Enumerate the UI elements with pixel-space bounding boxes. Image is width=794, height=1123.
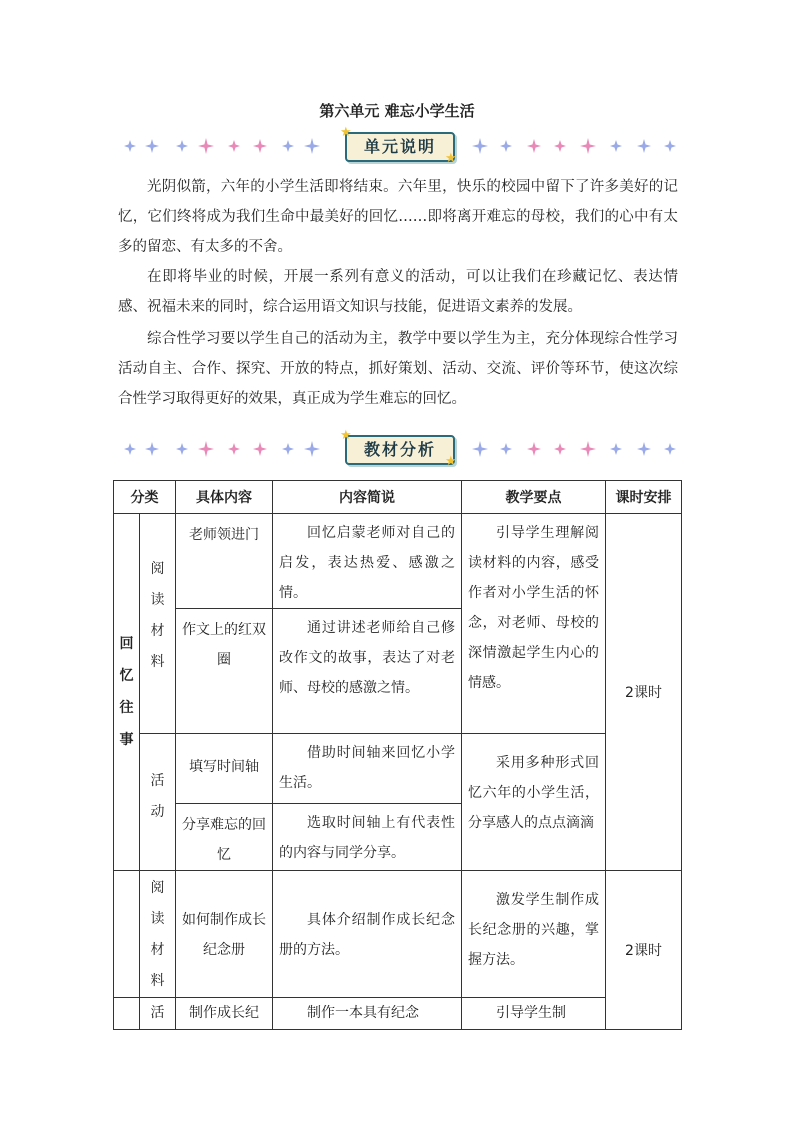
- header-schedule: 课时安排: [606, 481, 682, 514]
- table-row: [114, 998, 682, 1030]
- table-row: [114, 871, 682, 998]
- schedule-cell: 2课时: [606, 871, 682, 1030]
- star-icon: ★: [445, 151, 457, 166]
- category-continued-cell: [114, 871, 140, 998]
- paragraph-guidance: 综合性学习要以学生自己的活动为主，教学中要以学生为主，充分体现综合性学习活动自主、合作、探究、开放的特点，抓好策划、活动、交流、评价等环节，使这次综合性学习取得更好的效果，真正成为学生难忘的回忆。: [118, 331, 678, 407]
- table-row: [114, 514, 682, 609]
- banner-unit-description: [118, 125, 678, 166]
- schedule-cell: 2课时: [606, 514, 682, 871]
- material-analysis-table: [113, 480, 682, 1030]
- page-title: 第六单元 难忘小学生活: [319, 102, 475, 120]
- paragraph-activity: 在即将毕业的时候，开展一系列有意义的活动，可以让我们在珍藏记忆、表达情感、祝福未来的同时，综合运用语文知识与技能，促进语文素养的发展。: [118, 269, 678, 315]
- content-cell: 如何制作成长纪念册: [176, 871, 273, 998]
- teaching-points-cell: 引导学生理解阅读材料的内容，感受作者对小学生活的怀念，对老师、母校的深情激起学生内心的情感。: [462, 514, 606, 734]
- subcategory-cell: 阅读材料: [140, 514, 176, 734]
- content-cell: 老师领进门: [176, 514, 273, 609]
- summary-cell: 选取时间轴上有代表性的内容与同学分享。: [273, 804, 462, 871]
- teaching-points-cell: 引导学生制: [462, 998, 606, 1030]
- subcategory-cell: 活动: [140, 734, 176, 871]
- banner-label: 教材分析: [345, 435, 455, 465]
- subcategory-cell: 活: [140, 998, 176, 1030]
- banner-material-analysis: [118, 428, 678, 469]
- summary-cell: 具体介绍制作成长纪念册的方法。: [273, 871, 462, 998]
- header-summary: 内容简说: [273, 481, 462, 514]
- content-cell: 制作成长纪: [176, 998, 273, 1030]
- header-category: 分类: [114, 481, 176, 514]
- star-icon: ★: [445, 454, 457, 469]
- summary-cell: 制作一本具有纪念: [273, 998, 462, 1030]
- paragraph-intro: 光阴似箭，六年的小学生活即将结束。六年里，快乐的校园中留下了许多美好的记忆，它们终将成为我们生命中最美好的回忆……即将离开难忘的母校，我们的心中有太多的留恋、有太多的不舍。: [118, 179, 678, 255]
- content-cell: 填写时间轴: [176, 734, 273, 804]
- star-icon: ★: [340, 428, 352, 443]
- summary-cell: 借助时间轴来回忆小学生活。: [273, 734, 462, 804]
- category-cell: 回忆往事: [114, 514, 140, 871]
- teaching-points-cell: 采用多种形式回忆六年的小学生活，分享感人的点点滴滴: [462, 734, 606, 871]
- table-header-row: [114, 481, 682, 514]
- category-continued-cell: [114, 998, 140, 1030]
- summary-cell: 回忆启蒙老师对自己的启发，表达热爱、感激之情。: [273, 514, 462, 609]
- header-teaching-points: 教学要点: [462, 481, 606, 514]
- star-icon: ★: [340, 125, 352, 140]
- header-content: 具体内容: [176, 481, 273, 514]
- teaching-points-cell: 激发学生制作成长纪念册的兴趣，掌握方法。: [462, 871, 606, 998]
- subcategory-cell: 阅读材料: [140, 871, 176, 998]
- table-row: [114, 734, 682, 804]
- summary-cell: 通过讲述老师给自己修改作文的故事，表达了对老师、母校的感激之情。: [273, 609, 462, 734]
- banner-label: 单元说明: [345, 132, 455, 162]
- content-cell: 作文上的红双圈: [176, 609, 273, 734]
- content-cell: 分享难忘的回忆: [176, 804, 273, 871]
